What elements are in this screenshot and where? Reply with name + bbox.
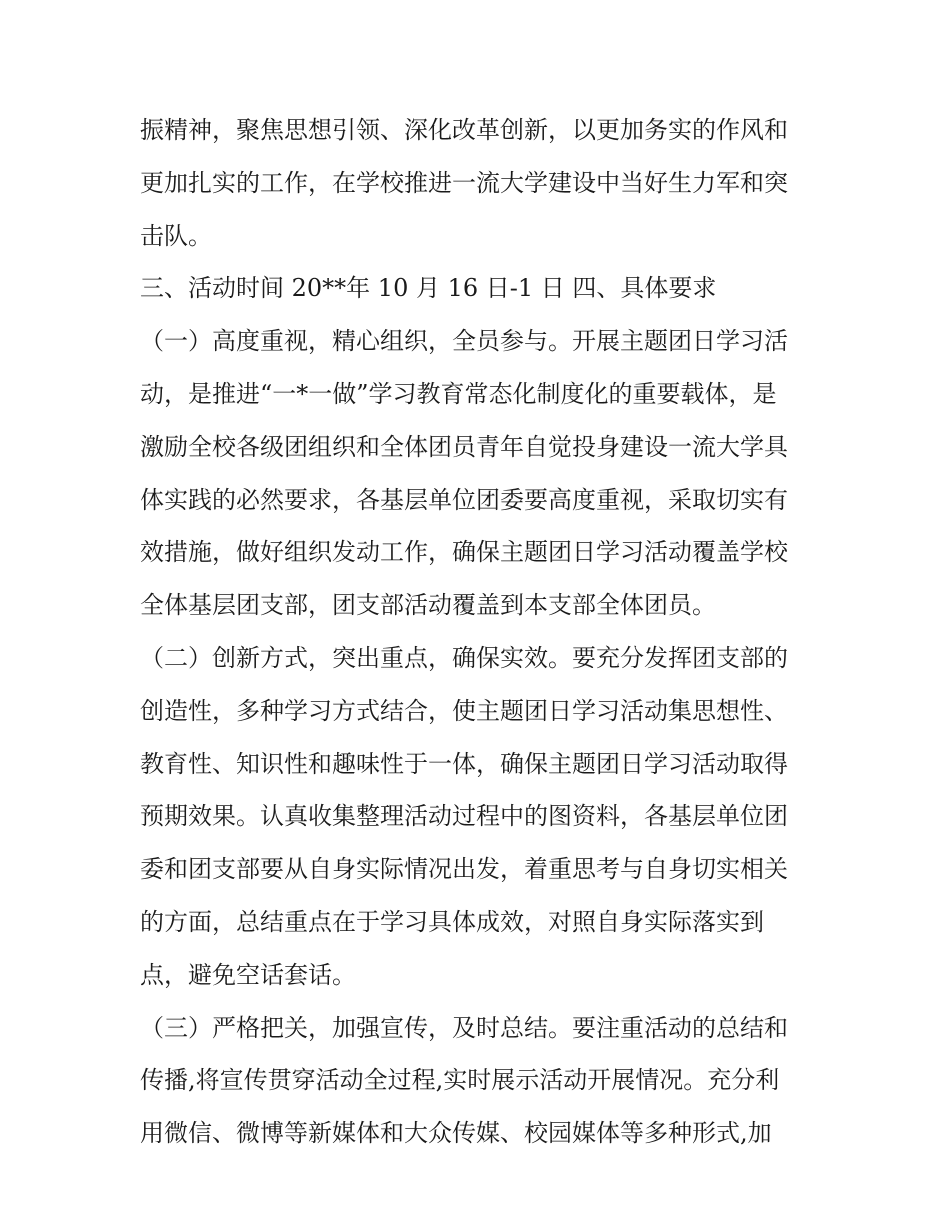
- text-line: 委和团支部要从自身实际情况出发，着重思考与自身切实相关: [140, 855, 788, 884]
- text-line: 用微信、微博等新媒体和大众传媒、校园媒体等多种形式,加: [140, 1119, 772, 1148]
- text-line: （三）严格把关，加强宣传，及时总结。要注重活动的总结和: [140, 1013, 788, 1042]
- section-heading-line: 三、活动时间 20**年 10 月 16 日-1 日 四、具体要求: [140, 274, 717, 303]
- text-line: 点，避免空话套话。: [140, 960, 356, 989]
- text-line: 动，是推进“一*一做”学习教育常态化制度化的重要载体，是: [140, 379, 777, 408]
- text-line: （一）高度重视，精心组织，全员参与。开展主题团日学习活: [140, 327, 788, 356]
- text-line: 体实践的必然要求，各基层单位团委要高度重视，采取切实有: [140, 485, 788, 514]
- text-line: 教育性、知识性和趣味性于一体，确保主题团日学习活动取得: [140, 749, 788, 778]
- text-line: 激励全校各级团组织和全体团员青年自觉投身建设一流大学具: [140, 432, 788, 461]
- text-line: 效措施，做好组织发动工作，确保主题团日学习活动覆盖学校: [140, 538, 788, 567]
- body-text: [140, 104, 820, 1160]
- text-line: 的方面，总结重点在于学习具体成效，对照自身实际落实到: [140, 907, 764, 936]
- text-line: 振精神，聚焦思想引领、深化改革创新，以更加务实的作风和: [140, 116, 788, 144]
- text-line: 传播,将宣传贯穿活动全过程,实时展示活动开展情况。充分利: [140, 1066, 780, 1095]
- text-line: 全体基层团支部，团支部活动覆盖到本支部全体团员。: [140, 591, 716, 620]
- text-line: 创造性，多种学习方式结合，使主题团日学习活动集思想性、: [140, 696, 788, 725]
- text-line: 击队。: [140, 221, 212, 250]
- text-line: 更加扎实的工作，在学校推进一流大学建设中当好生力军和突: [140, 168, 788, 197]
- text-line: 预期效果。认真收集整理活动过程中的图资料，各基层单位团: [140, 802, 788, 831]
- text-line: （二）创新方式，突出重点，确保实效。要充分发挥团支部的: [140, 643, 788, 672]
